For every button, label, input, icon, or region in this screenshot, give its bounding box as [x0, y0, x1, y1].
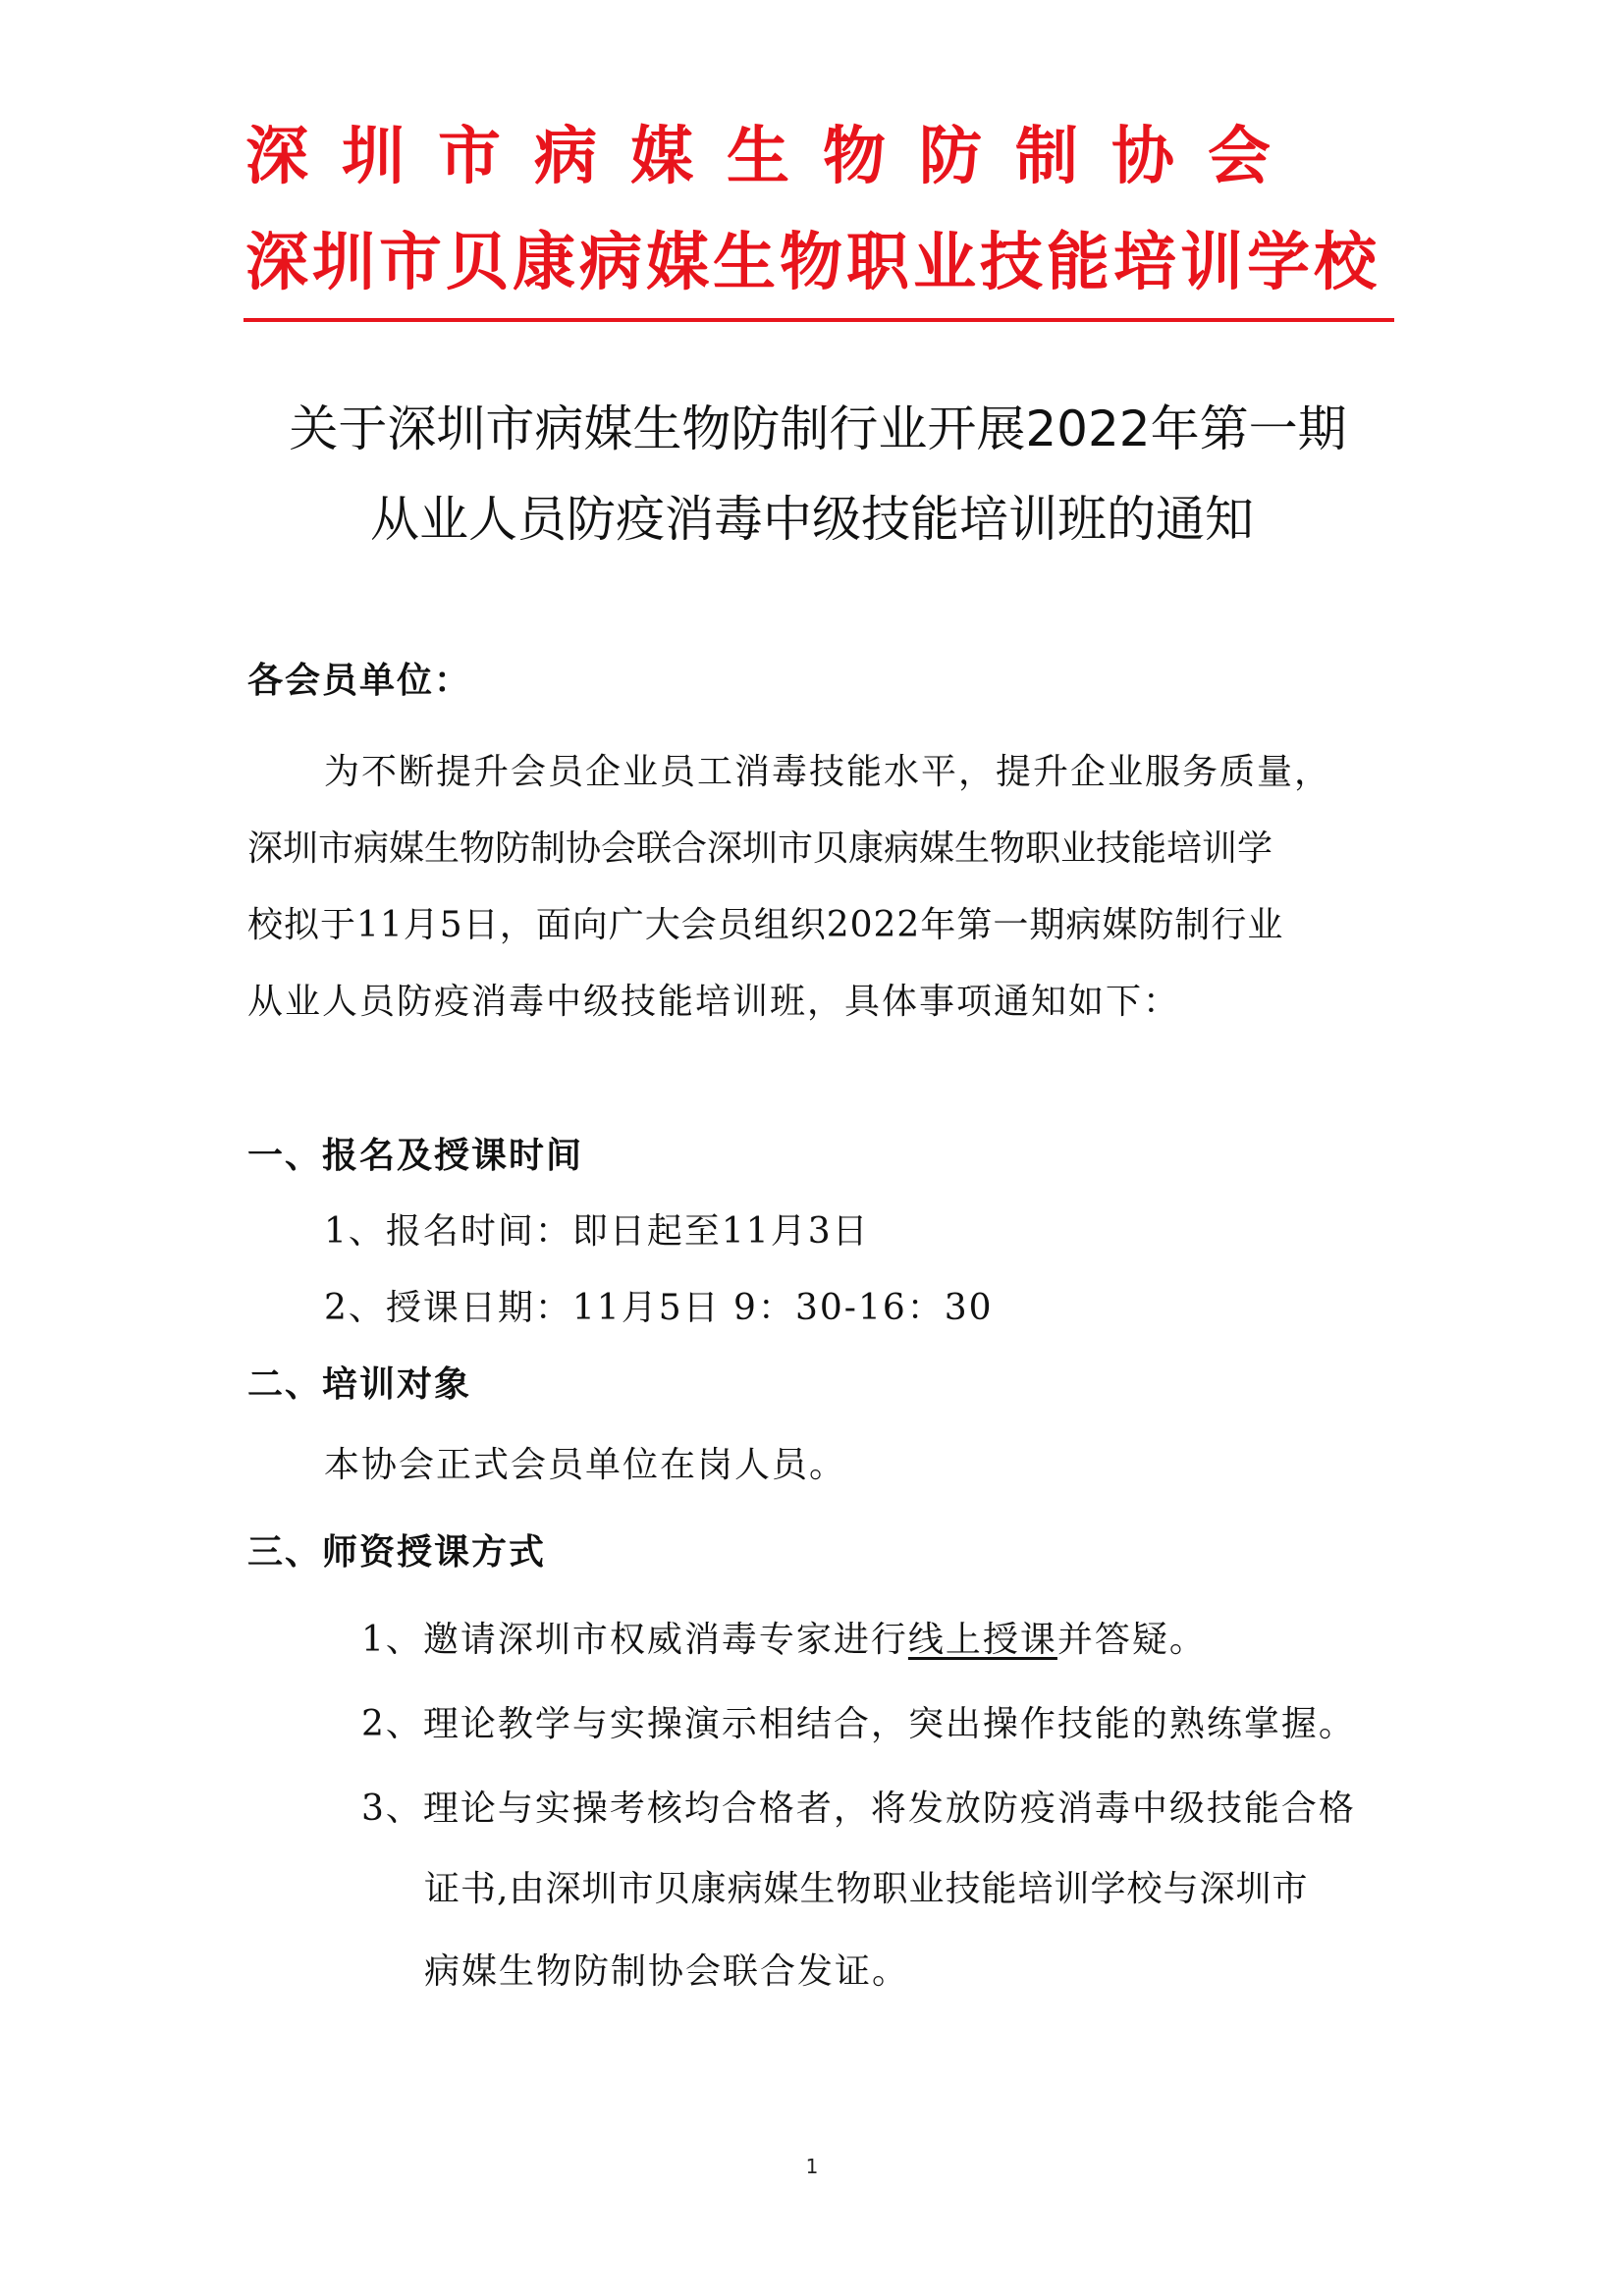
section-3-item-3-line-1: 3、理论与实操考核均合格者，将发放防疫消毒中级技能合格 [361, 1789, 1356, 1829]
section-2-body: 本协会正式会员单位在岗人员。 [324, 1445, 847, 1485]
section-1-heading: 一、报名及授课时间 [247, 1135, 584, 1176]
notice-title-line-2: 从业人员防疫消毒中级技能培训班的通知 [370, 491, 1254, 548]
intro-line-1: 为不断提升会员企业员工消毒技能水平，提升企业服务质量， [324, 752, 1332, 792]
intro-line-2: 深圳市病媒生物防制协会联合深圳市贝康病媒生物职业技能培训学 [247, 828, 1273, 869]
section-3-item-1-text: 1、邀请深圳市权威消毒专家进行 [361, 1620, 908, 1660]
letterhead-association-name: 深圳市病媒生物防制协会 [245, 121, 1304, 193]
section-3-item-3-line-3: 病媒生物防制协会联合发证。 [424, 1951, 910, 1992]
section-2-heading: 二、培训对象 [247, 1363, 472, 1405]
online-teaching-emphasis: 线上授课 [907, 1620, 1057, 1660]
section-3-heading: 三、师资授课方式 [247, 1531, 547, 1573]
salutation: 各会员单位： [247, 660, 472, 701]
letterhead-divider [244, 318, 1394, 322]
notice-title-line-1: 关于深圳市病媒生物防制行业开展2022年第一期 [289, 400, 1347, 457]
section-3-item-2: 2、理论教学与实操演示相结合，突出操作技能的熟练掌握。 [361, 1704, 1356, 1744]
section-1-item-registration: 1、报名时间：即日起至11月3日 [324, 1211, 870, 1252]
letterhead-school-name: 深圳市贝康病媒生物职业技能培训学校 [245, 227, 1380, 299]
intro-line-3: 校拟于11月5日，面向广大会员组织2022年第一期病媒防制行业 [247, 905, 1284, 945]
intro-line-4: 从业人员防疫消毒中级技能培训班，具体事项通知如下： [247, 982, 1181, 1022]
section-3-item-1-suffix: 并答疑。 [1056, 1620, 1207, 1660]
page-number: 1 [805, 2155, 819, 2178]
section-3-item-3-line-2: 证书,由深圳市贝康病媒生物职业技能培训学校与深圳市 [424, 1869, 1309, 1909]
section-3-item-1 [361, 1616, 1207, 1665]
section-1-item-class-date: 2、授课日期：11月5日 9：30-16：30 [324, 1288, 994, 1328]
